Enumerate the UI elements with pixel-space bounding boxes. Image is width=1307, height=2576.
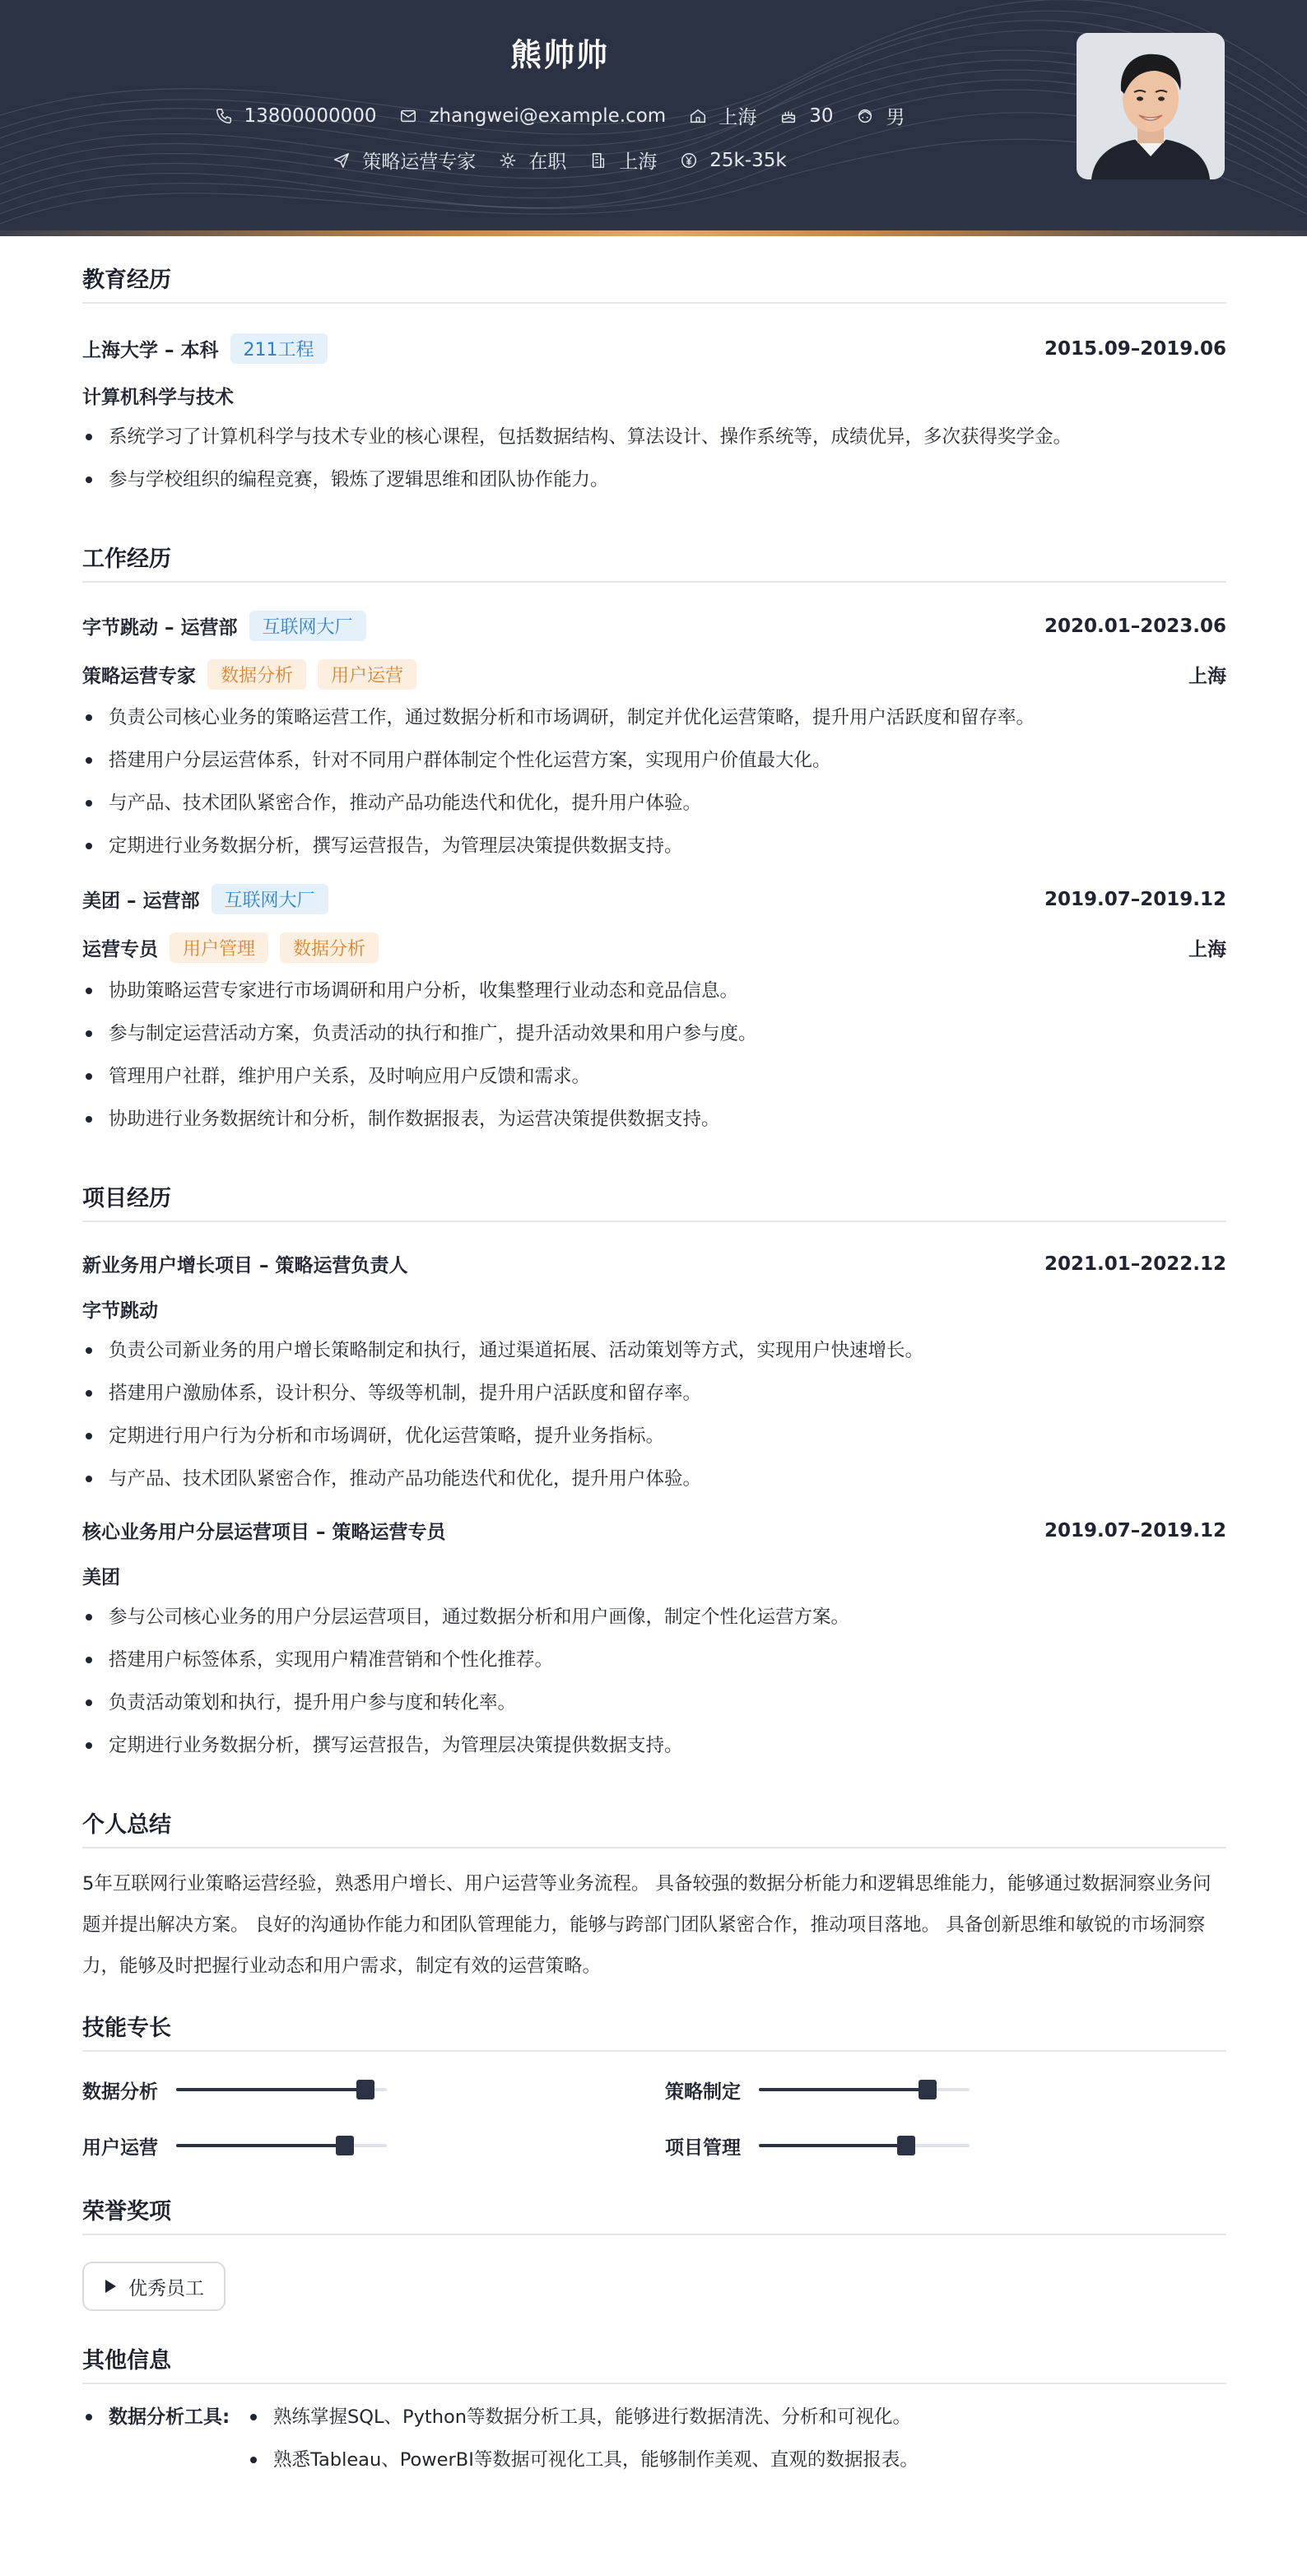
list-item: 与产品、技术团队紧密合作，推动产品功能迭代和优化，提升用户体验。: [82, 1458, 1226, 1500]
avatar: [1077, 33, 1225, 179]
gender-item: [856, 102, 905, 129]
work-section: [82, 541, 1226, 1141]
project-company: 字节跳动: [82, 1300, 158, 1322]
skill-item: [665, 2129, 1226, 2162]
status-item: [499, 146, 566, 174]
list-item: 熟练掌握SQL、Python等数据分析工具，能够进行数据清洗、分析和可视化。: [247, 2396, 919, 2439]
candidate-name: 熊帅帅: [509, 37, 609, 73]
education-section: [82, 262, 1226, 501]
city-item: [689, 102, 756, 129]
phone-text: 13800000000: [244, 105, 377, 127]
award-item-button[interactable]: [82, 2262, 226, 2311]
position-text: 策略运营专家: [362, 151, 477, 173]
section-title-summary: 个人总结: [82, 1806, 1226, 1848]
age-text: 30: [809, 105, 834, 127]
job-city: 上海: [1188, 666, 1226, 687]
project-period: 2021.01–2022.12: [1044, 1253, 1226, 1275]
job-period: 2019.07–2019.12: [1044, 888, 1226, 910]
list-item: 协助策略运营专家进行市场调研和用户分析，收集整理行业动态和竞品信息。: [82, 969, 1226, 1012]
skill-name: 数据分析: [82, 2081, 158, 2103]
job-company: 字节跳动 – 运营部: [82, 617, 238, 639]
skill-level-fill: [176, 2144, 345, 2147]
job-city: 上海: [1188, 939, 1226, 960]
skill-level-fill: [759, 2144, 906, 2147]
other-info-row: [82, 2396, 1226, 2481]
skill-level-knob: [897, 2136, 915, 2155]
projects-section: [82, 1180, 1226, 1767]
list-item: 协助进行业务数据统计和分析，制作数据报表，为运营决策提供数据支持。: [82, 1098, 1226, 1141]
list-item: 定期进行业务数据分析，撰写运营报告，为管理层决策提供数据支持。: [82, 825, 1226, 867]
cake-icon: [779, 107, 798, 125]
education-period: 2015.09–2019.06: [1044, 337, 1226, 360]
skill-level-bar: [759, 2088, 970, 2091]
skill-level-knob: [336, 2136, 354, 2155]
list-item: 参与制定运营活动方案，负责活动的执行和推广，提升活动效果和用户参与度。: [82, 1012, 1226, 1055]
project-name: 新业务用户增长项目 – 策略运营负责人: [82, 1255, 408, 1276]
job-bullets: [82, 969, 1226, 1141]
skill-tag: 用户运营: [318, 659, 416, 690]
skill-item: [82, 2073, 665, 2106]
summary-section: [82, 1806, 1226, 1987]
gender-text: 男: [886, 107, 905, 128]
skill-level-knob: [356, 2080, 374, 2099]
play-icon: [104, 2279, 117, 2294]
list-item: 定期进行业务数据分析，撰写运营报告，为管理层决策提供数据支持。: [82, 1724, 1226, 1767]
email-text: zhangwei@example.com: [429, 105, 667, 127]
list-item: 负责活动策划和执行，提升用户参与度和转化率。: [82, 1681, 1226, 1724]
job-company: 美团 – 运营部: [82, 890, 200, 912]
other-section: [82, 2342, 1226, 2481]
skill-tag: 数据分析: [280, 932, 379, 963]
major-line: [82, 382, 1226, 409]
awards-section: [82, 2193, 1226, 2311]
section-title-projects: 项目经历: [82, 1180, 1226, 1222]
job-entry-head: [82, 884, 1226, 914]
status-icon: [499, 151, 517, 170]
section-title-work: 工作经历: [82, 541, 1226, 583]
job-period: 2020.01–2023.06: [1044, 615, 1226, 637]
skill-name: 策略制定: [665, 2081, 741, 2103]
list-item: 负责公司新业务的用户增长策略制定和执行，通过渠道拓展、活动策划等方式，实现用户快速增长。: [82, 1329, 1226, 1372]
phone-item: [215, 105, 377, 127]
other-bullets: [247, 2396, 919, 2481]
education-bullets: [82, 416, 1226, 501]
mail-icon: [399, 107, 417, 125]
city-text: 上海: [719, 107, 757, 128]
project-company-line: [82, 1562, 1226, 1589]
skill-item: [665, 2073, 1226, 2106]
skill-tag: 数据分析: [207, 659, 306, 690]
job-entry-head: [82, 611, 1226, 641]
skill-level-bar: [759, 2144, 970, 2147]
skill-level-bar: [176, 2088, 387, 2091]
send-icon: [333, 151, 351, 170]
contact-row: [0, 102, 1119, 129]
skill-level-knob: [919, 2080, 937, 2099]
skill-level-fill: [176, 2088, 365, 2091]
award-label: 优秀员工: [128, 2277, 204, 2299]
list-item: 管理用户社群，维护用户关系，及时响应用户反馈和需求。: [82, 1055, 1226, 1098]
portrait-image: [1077, 33, 1225, 179]
skill-name: 项目管理: [665, 2137, 741, 2159]
company-tag: 互联网大厂: [249, 611, 366, 641]
other-label: 数据分析工具:: [82, 2396, 247, 2481]
list-item: 参与公司核心业务的用户分层运营项目，通过数据分析和用户画像，制定个性化运营方案。: [82, 1596, 1226, 1639]
summary-text: 5年互联网行业策略运营经验，熟悉用户增长、用户运营等业务流程。 具备较强的数据分析能力和逻辑思维能力，能够通过数据洞察业务问题并提出解决方案。 良好的沟通协作能力和团队管理能力，能够与跨部门团队紧密合作，推动项目落地。 具备创新思维和敏锐的市场洞察力，能够及时把握行业动态和用户需求，制定有效的运营策略。: [82, 1873, 1212, 1977]
target-city-text: 上海: [619, 151, 658, 173]
project-bullets: [82, 1596, 1226, 1767]
list-item: 搭建用户标签体系，实现用户精准营销和个性化推荐。: [82, 1639, 1226, 1681]
skill-level-bar: [176, 2144, 387, 2147]
building-icon: [589, 151, 607, 170]
skill-item: [82, 2129, 665, 2162]
header-accent-bar: [0, 230, 1307, 236]
project-name: 核心业务用户分层运营项目 – 策略运营专员: [82, 1522, 446, 1543]
list-item: 定期进行用户行为分析和市场调研，优化运营策略，提升业务指标。: [82, 1415, 1226, 1458]
skills-grid: [82, 2073, 1226, 2162]
resume-body: [82, 262, 1226, 2481]
list-item: 搭建用户分层运营体系，针对不同用户群体制定个性化运营方案，实现用户价值最大化。: [82, 739, 1226, 782]
company-tag: 互联网大厂: [212, 884, 328, 914]
status-text: 在职: [528, 151, 567, 173]
list-item: 参与学校组织的编程竞赛，锻炼了逻辑思维和团队协作能力。: [82, 458, 1226, 501]
salary-item: [680, 150, 786, 171]
phone-icon: [215, 107, 233, 125]
job-bullets: [82, 696, 1226, 867]
school-tag: 211工程: [230, 333, 328, 364]
project-entry-head: [82, 1517, 1226, 1544]
section-title-other: 其他信息: [82, 2342, 1226, 2384]
list-item: 系统学习了计算机科学与技术专业的核心课程，包括数据结构、算法设计、操作系统等，成绩优异，多次获得奖学金。: [82, 416, 1226, 458]
section-title-awards: 荣誉奖项: [82, 2193, 1226, 2235]
job-role: 策略运营专家: [82, 666, 196, 687]
target-city-item: [589, 146, 657, 174]
email-item: [399, 105, 666, 127]
project-period: 2019.07–2019.12: [1044, 1519, 1226, 1541]
section-title-education: 教育经历: [82, 262, 1226, 304]
education-entry-head: [82, 333, 1226, 364]
home-icon: [689, 107, 707, 125]
skills-section: [82, 2010, 1226, 2162]
yen-icon: [680, 151, 698, 170]
gender-icon: [856, 107, 874, 125]
job-role: 运营专员: [82, 939, 158, 960]
age-item: [779, 105, 833, 127]
school-name: 上海大学 – 本科: [82, 340, 219, 361]
project-company: 美团: [82, 1567, 120, 1588]
job-role-line: [82, 932, 1226, 963]
project-entry-head: [82, 1250, 1226, 1277]
job-intent-row: [0, 146, 1119, 174]
skill-name: 用户运营: [82, 2137, 158, 2159]
project-company-line: [82, 1295, 1226, 1323]
project-bullets: [82, 1329, 1226, 1500]
list-item: 负责公司核心业务的策略运营工作，通过数据分析和市场调研，制定并优化运营策略，提升用户活跃度和留存率。: [82, 696, 1226, 739]
job-role-line: [82, 659, 1226, 690]
major-name: 计算机科学与技术: [82, 387, 234, 408]
list-item: 熟悉Tableau、PowerBI等数据可视化工具，能够制作美观、直观的数据报表。: [247, 2439, 919, 2481]
list-item: 与产品、技术团队紧密合作，推动产品功能迭代和优化，提升用户体验。: [82, 782, 1226, 825]
salary-text: 25k-35k: [709, 149, 787, 171]
section-title-skills: 技能专长: [82, 2010, 1226, 2052]
position-item: [333, 146, 476, 174]
resume-header: [0, 0, 1307, 230]
skill-level-fill: [759, 2088, 928, 2091]
list-item: 搭建用户激励体系，设计积分、等级等机制，提升用户活跃度和留存率。: [82, 1372, 1226, 1415]
skill-tag: 用户管理: [170, 932, 268, 963]
